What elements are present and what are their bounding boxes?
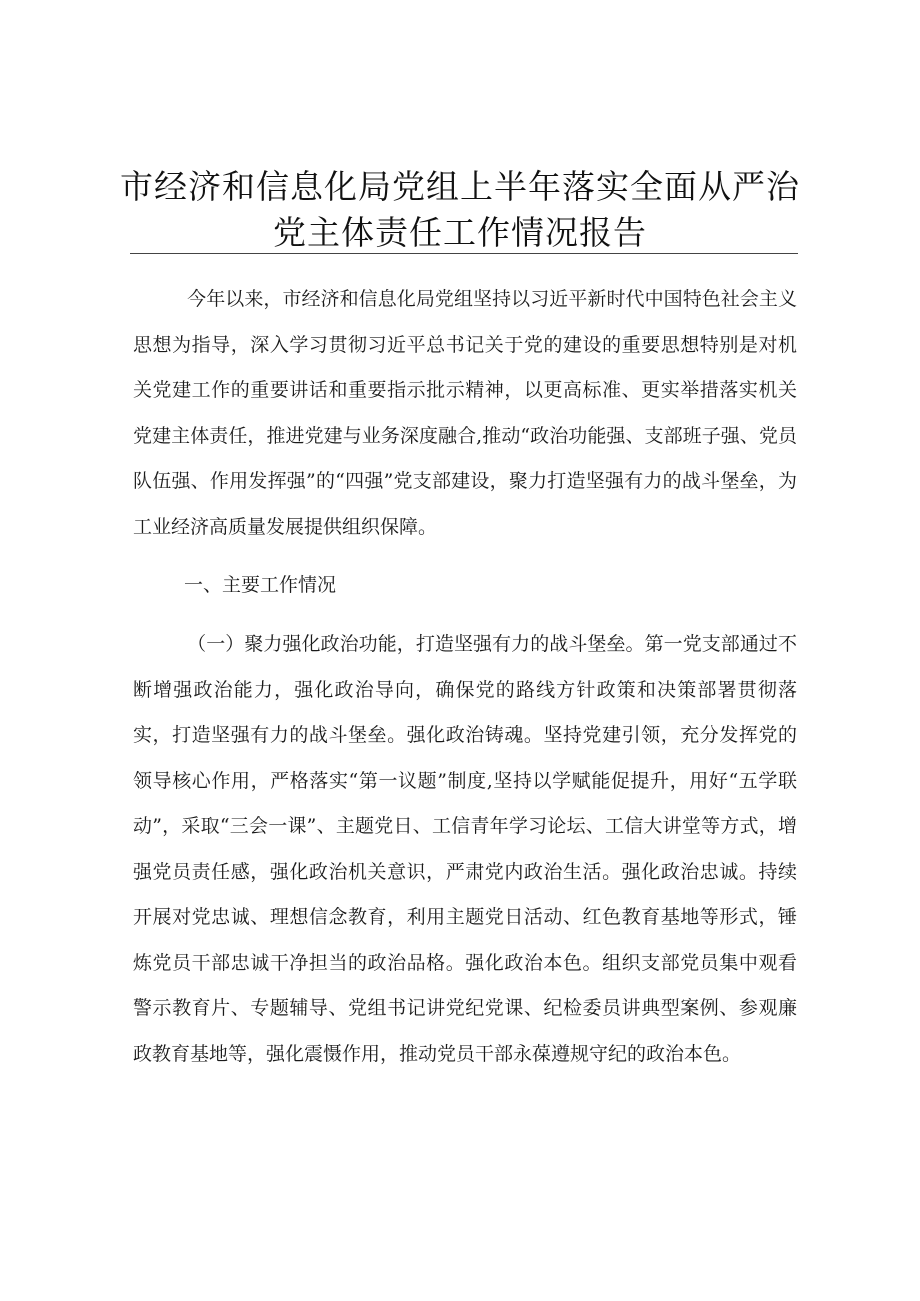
title-underline-divider bbox=[130, 253, 798, 254]
document-title-line-2: 党主体责任工作情况报告 bbox=[273, 213, 647, 252]
section-heading-main-work: 一、主要工作情况 bbox=[184, 574, 337, 596]
intro-paragraph: 今年以来，市经济和信息化局党组坚持以习近平新时代中国特色社会主义思想为指导，深入学习贯彻习近平总书记关于党的建设的重要思想特别是对机关党建工作的重要讲话和重要指示批示精神，以更高标准、更实举措落实机关党建主体责任，推进党建与业务深度融合,推动“政治功能强、支部班子强、党员队伍强、作用发挥强”的“四强”党支部建设，聚力打造坚强有力的战斗堡垒，为工业经济高质量发展提供组织保障。 bbox=[133, 288, 797, 538]
subsection-paragraph-political-function: （一）聚力强化政治功能，打造坚强有力的战斗堡垒。第一党支部通过不断增强政治能力，强化政治导向，确保党的路线方针政策和决策部署贯彻落实，打造坚强有力的战斗堡垒。强化政治铸魂。坚持党建引领，充分发挥党的领导核心作用，严格落实“第一议题”制度,坚持以学赋能促提升，用好“五学联动”，采取“三会一课”、主题党日、工信青年学习论坛、工信大讲堂等方式，增强党员责任感，强化政治机关意识，严肃党内政治生活。强化政治忠诚。持续开展对党忠诚、理想信念教育，利用主题党日活动、红色教育基地等形式，锤炼党员干部忠诚干净担当的政治品格。强化政治本色。组织支部党员集中观看警示教育片、专题辅导、党组书记讲党纪党课、纪检委员讲典型案例、参观廉政教育基地等，强化震慑作用，推动党员干部永葆遵规守纪的政治本色。 bbox=[133, 633, 797, 1065]
document-title-line-1: 市经济和信息化局党组上半年落实全面从严治 bbox=[120, 167, 800, 206]
